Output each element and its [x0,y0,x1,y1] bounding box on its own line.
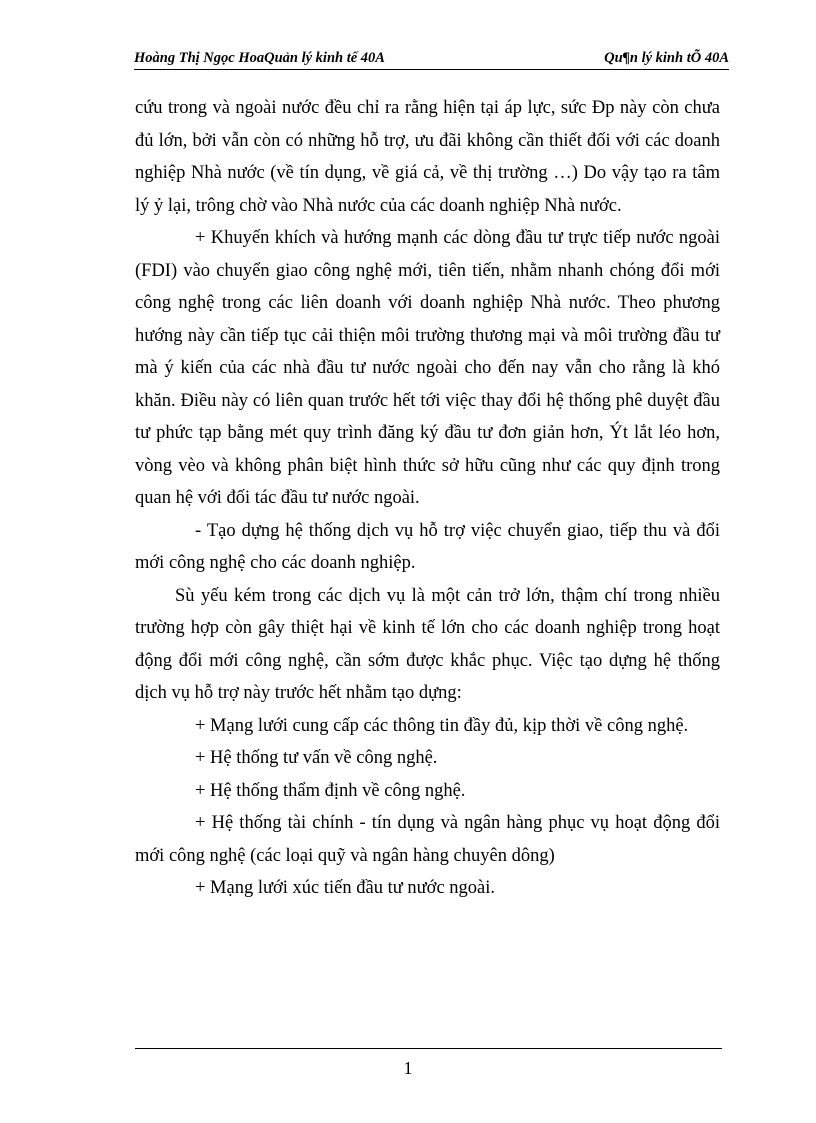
paragraph-weakness: Sù yếu kém trong các dịch vụ là một cản trở lớn, thậm chí trong nhiều trường hợp còn gây thiệt hại về kinh tế lớn cho các doanh nghiệp trong hoạt động đổi mới công nghệ, cần sớm được khắc phục. Việc tạo dựng hệ thống dịch vụ hỗ trợ này trước hết nhằm tạo dựng: [135,585,720,703]
list-item-appraisal: + Hệ thống thẩm định về công nghệ. [195,780,466,801]
header-left-text: Hoàng Thị Ngọc HoaQuản lý kinh tế 40A [134,50,385,66]
paragraph-service-system: - Tạo dựng hệ thống dịch vụ hỗ trợ việc chuyển giao, tiếp thu và đổi mới công nghệ cho các doanh nghiệp. [135,520,720,573]
page-header [134,47,729,70]
header-right-text: Qu¶n lý kinh tÕ 40A [604,50,729,66]
paragraph-continuation: cứu trong và ngoài nước đều chỉ ra rằng hiện tại áp lực, sức Đp này còn chưa đủ lớn, bởi vẫn còn có những hỗ trợ, ưu đãi không cần thiết đối với các doanh nghiệp Nhà nước (về tín dụng, về giá cả, về thị trường …) Do vậy tạo ra tâm lý ỷ lại, trông chờ vào Nhà nước của các doanh nghiệp Nhà nước. [135,98,720,216]
list-item-investment-promotion: + Mạng lưới xúc tiến đầu tư nước ngoài. [195,878,496,898]
paragraph-fdi: + Khuyến khích và hướng mạnh các dòng đầu tư trực tiếp nước ngoài (FDI) vào chuyển giao công nghệ mới, tiên tiến, nhằm nhanh chóng đổi mới công nghệ trong các liên doanh với doanh nghiệp Nhà nước. Theo phương hướng này cần tiếp tục cải thiện môi trường thương mại và môi trường đầu tư mà ý kiến của các nhà đầu tư nước ngoài cho đến nay vẫn cho rằng là khó khăn. Điều này có liên quan trước hết tới việc thay đổi hệ thống phê duyệt đầu tư phức tạp bằng mét quy trình đăng ký đầu tư đơn giản hơn, Ýt lắt léo hơn, vòng vèo và không phân biệt hình thức sở hữu cũng như các quy định trong quan hệ với đối tác đầu tư nước ngoài. [135,228,720,508]
page-number: 1 [403,1058,413,1078]
document-body [135,92,720,905]
list-item-finance: + Hệ thống tài chính - tín dụng và ngân hàng phục vụ hoạt động đổi mới công nghệ (các loại quỹ và ngân hàng chuyên dông) [135,813,720,866]
list-item-consulting: + Hệ thống tư vấn về công nghệ. [195,748,438,768]
list-item-information-network: + Mạng lưới cung cấp các thông tin đầy đủ, kịp thời về công nghệ. [195,715,689,736]
footer-divider [135,1048,722,1049]
